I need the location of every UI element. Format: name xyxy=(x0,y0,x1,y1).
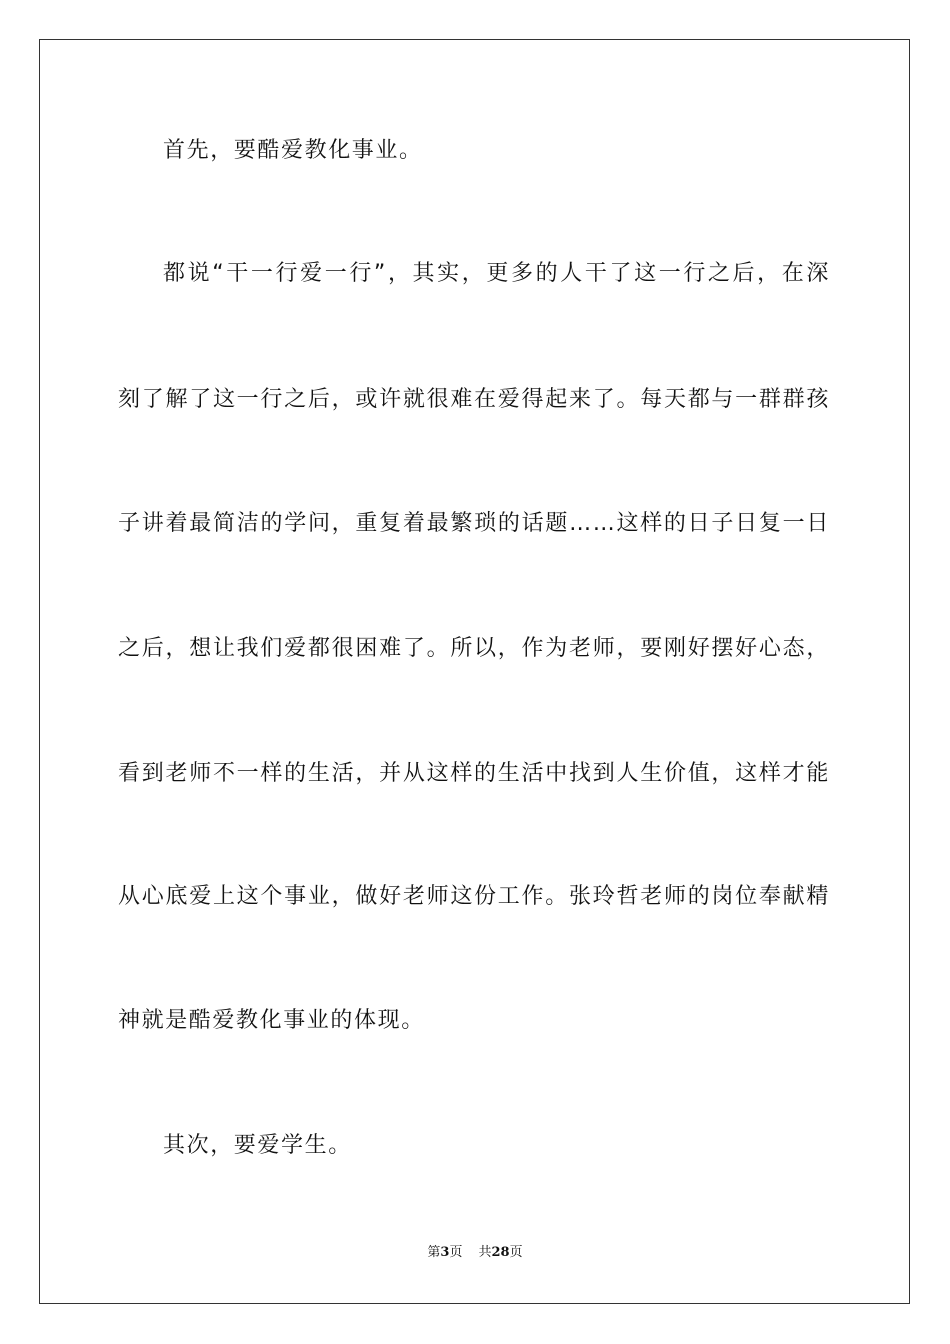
total-suffix: 页 xyxy=(509,1245,523,1260)
page-total: 28 xyxy=(491,1245,510,1260)
total-prefix: 共 xyxy=(478,1245,492,1260)
page-footer xyxy=(0,1244,950,1262)
paragraph-line: 从心底爱上这个事业，做好老师这份工作。张玲哲老师的岗位奉献精 xyxy=(118,884,830,909)
paragraph-line: 刻了解了这一行之后，或许就很难在爱得起来了。每天都与一群群孩 xyxy=(118,387,830,412)
paragraph-line: 子讲着最简洁的学问，重复着最繁琐的话题……这样的日子日复一日 xyxy=(118,511,830,536)
page-prefix: 第 xyxy=(427,1245,441,1260)
paragraph-line: 首先，要酷爱教化事业。 xyxy=(163,138,423,163)
paragraph-line: 看到老师不一样的生活，并从这样的生活中找到人生价值，这样才能 xyxy=(118,761,830,786)
page-current: 3 xyxy=(440,1245,450,1260)
paragraph-line: 之后，想让我们爱都很困难了。所以，作为老师，要刚好摆好心态， xyxy=(118,636,830,661)
page-suffix: 页 xyxy=(449,1245,463,1260)
page-frame xyxy=(39,39,910,1304)
paragraph-line: 其次，要爱学生。 xyxy=(163,1133,352,1158)
paragraph-line: 都说“干一行爱一行”，其实，更多的人干了这一行之后，在深 xyxy=(163,261,830,286)
paragraph-line: 神就是酷爱教化事业的体现。 xyxy=(118,1008,425,1033)
